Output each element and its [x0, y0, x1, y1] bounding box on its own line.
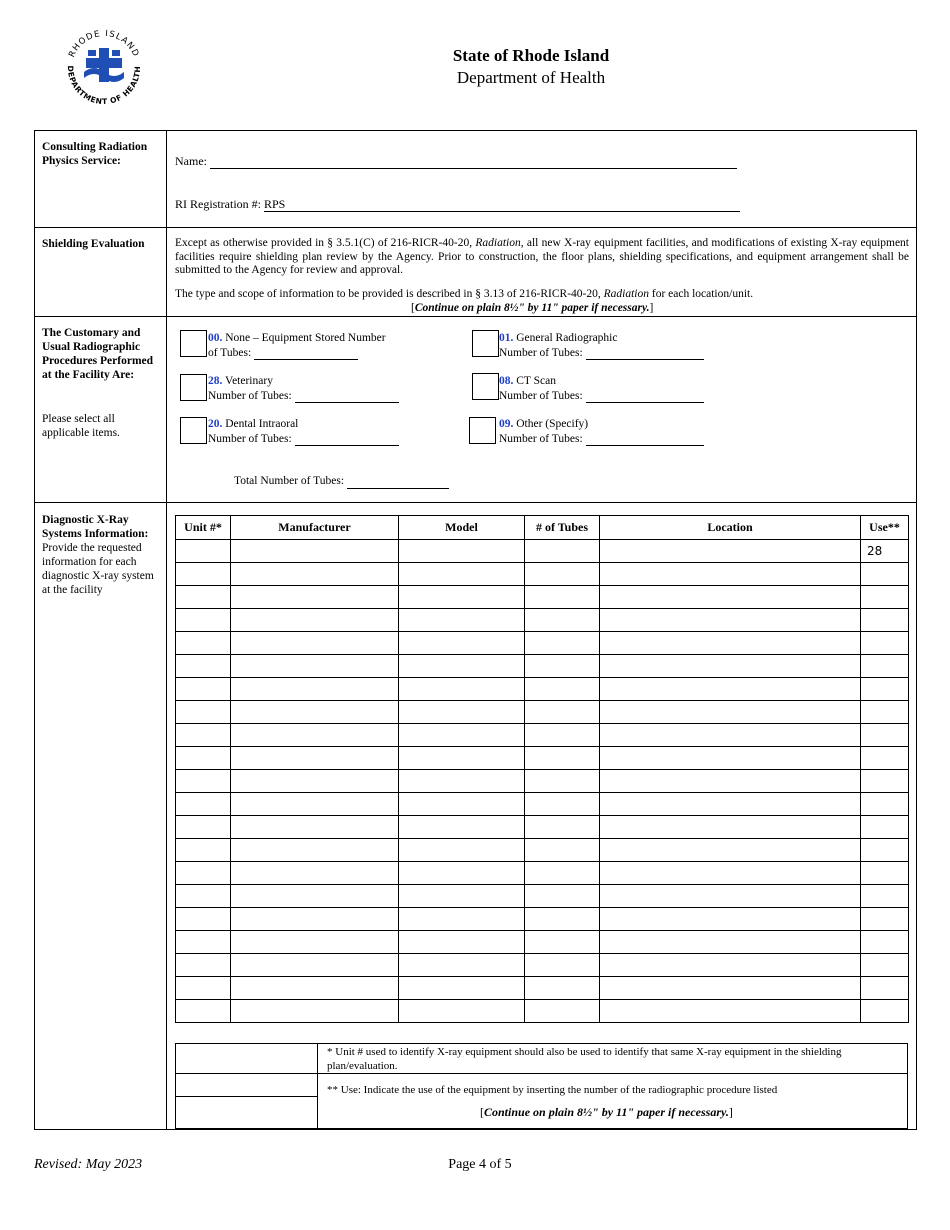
cell-tubes[interactable]: [525, 747, 600, 770]
cell-unit[interactable]: [176, 632, 231, 655]
cell-unit[interactable]: [176, 1000, 231, 1023]
cell-use[interactable]: [861, 793, 909, 816]
table-row: [176, 885, 909, 908]
table-row: [176, 839, 909, 862]
cell-model[interactable]: [399, 862, 525, 885]
cell-unit[interactable]: [176, 954, 231, 977]
col-header-use: Use**: [861, 516, 909, 540]
registration-input[interactable]: [264, 197, 740, 212]
cell-unit[interactable]: [176, 747, 231, 770]
cell-model[interactable]: [399, 816, 525, 839]
table-row: [176, 816, 909, 839]
cell-use[interactable]: [861, 839, 909, 862]
ri-department-of-health-seal: [58, 22, 150, 114]
option-other: 09. Other (Specify) Number of Tubes:: [499, 417, 704, 446]
cell-unit[interactable]: [176, 862, 231, 885]
row-divider: [34, 316, 917, 317]
cell-manufacturer[interactable]: [231, 1000, 399, 1023]
cell-manufacturer[interactable]: [231, 747, 399, 770]
cell-model[interactable]: [399, 678, 525, 701]
table-row: [176, 540, 909, 563]
option-general-radiographic: 01. General Radiographic Number of Tubes:: [499, 331, 704, 360]
cell-tubes[interactable]: [525, 540, 600, 563]
option-dental-intraoral: 20. Dental Intraoral Number of Tubes:: [208, 417, 399, 446]
cell-use[interactable]: [861, 954, 909, 977]
table-row: [176, 655, 909, 678]
cell-model[interactable]: [399, 563, 525, 586]
registration-label: RI Registration #:: [175, 197, 261, 211]
cell-use[interactable]: [861, 563, 909, 586]
col-header-tubes: # of Tubes: [525, 516, 600, 540]
cell-model[interactable]: [399, 609, 525, 632]
cell-location[interactable]: [600, 724, 861, 747]
cell-model[interactable]: [399, 793, 525, 816]
cell-manufacturer[interactable]: [231, 701, 399, 724]
total-tubes-label: Total Number of Tubes:: [234, 475, 345, 487]
checkbox-ct-scan[interactable]: [472, 373, 499, 400]
tubes-input-veterinary[interactable]: [295, 390, 399, 403]
cell-use[interactable]: [861, 747, 909, 770]
table-row: [176, 1000, 909, 1023]
cell-location[interactable]: [600, 632, 861, 655]
table-row: [176, 724, 909, 747]
page-number: Page 4 of 5: [448, 1157, 512, 1172]
table-row: [176, 586, 909, 609]
cell-manufacturer[interactable]: [231, 770, 399, 793]
cell-manufacturer[interactable]: [231, 655, 399, 678]
cell-tubes[interactable]: [525, 701, 600, 724]
cell-tubes[interactable]: [525, 1000, 600, 1023]
cell-manufacturer[interactable]: [231, 885, 399, 908]
cell-manufacturer[interactable]: [231, 977, 399, 1000]
cell-use[interactable]: [861, 655, 909, 678]
cell-model[interactable]: [399, 977, 525, 1000]
checkbox-other[interactable]: [469, 417, 496, 444]
cell-use[interactable]: [861, 632, 909, 655]
cell-unit[interactable]: [176, 885, 231, 908]
svg-text:DEPARTMENT OF HEALTH: DEPARTMENT OF HEALTH: [65, 65, 143, 107]
cell-location[interactable]: [600, 586, 861, 609]
cell-tubes[interactable]: [525, 908, 600, 931]
cell-location[interactable]: [600, 885, 861, 908]
cell-location[interactable]: [600, 655, 861, 678]
cell-unit[interactable]: [176, 816, 231, 839]
total-tubes-field: [234, 474, 449, 489]
cell-location[interactable]: [600, 1000, 861, 1023]
registration-field: [175, 197, 740, 212]
cell-manufacturer[interactable]: [231, 839, 399, 862]
checkbox-dental-intraoral[interactable]: [180, 417, 207, 444]
cell-unit[interactable]: [176, 586, 231, 609]
procedures-label: The Customary and Usual Radiographic Procedures Performed at the Facility Are:: [42, 327, 154, 381]
cell-manufacturer[interactable]: [231, 724, 399, 747]
cell-use[interactable]: [861, 862, 909, 885]
cell-model[interactable]: [399, 839, 525, 862]
table-row: [176, 770, 909, 793]
col-header-location: Location: [600, 516, 861, 540]
cell-manufacturer[interactable]: [231, 609, 399, 632]
cell-unit[interactable]: [176, 931, 231, 954]
use-note: ** Use: Indicate the use of the equipment by inserting the number of the radiographic procedure listed: [327, 1084, 778, 1096]
cell-tubes[interactable]: [525, 816, 600, 839]
cell-manufacturer[interactable]: [231, 816, 399, 839]
table-row: [176, 678, 909, 701]
table-row: [176, 747, 909, 770]
shielding-paragraph: Except as otherwise provided in § 3.5.1(C) of 216-RICR-40-20, Radiation, all new X-ray equipment facilities, and modifications of existing X-ray equipment facilities require shielding plan review by the Agency. Prior to construction, the floor plans, shielding specifications, and equipment arrangement shall be submitted to the Agency for review and approval.: [175, 237, 910, 276]
procedures-instruction: Please select all applicable items.: [42, 413, 120, 439]
cell-use[interactable]: [861, 885, 909, 908]
cell-model[interactable]: [399, 747, 525, 770]
col-header-unit: Unit #*: [176, 516, 231, 540]
cell-tubes[interactable]: [525, 839, 600, 862]
shielding-continue-note: [Continue on plain 8½" by 11" paper if necessary.]: [411, 302, 654, 314]
checkbox-none[interactable]: [180, 330, 207, 357]
col-header-manufacturer: Manufacturer: [231, 516, 399, 540]
cell-model[interactable]: [399, 540, 525, 563]
cell-location[interactable]: [600, 563, 861, 586]
name-input[interactable]: [210, 154, 737, 169]
tubes-input-ct[interactable]: [586, 390, 704, 403]
cell-location[interactable]: [600, 931, 861, 954]
cell-manufacturer[interactable]: [231, 954, 399, 977]
consulting-label: Consulting Radiation Physics Service:: [42, 141, 148, 167]
col-header-model: Model: [399, 516, 525, 540]
cell-use[interactable]: [861, 816, 909, 839]
table-row: [176, 793, 909, 816]
cell-use[interactable]: [861, 609, 909, 632]
cell-manufacturer[interactable]: [231, 563, 399, 586]
cell-model[interactable]: [399, 770, 525, 793]
cell-use[interactable]: 28: [861, 540, 909, 563]
cell-tubes[interactable]: [525, 793, 600, 816]
cell-manufacturer[interactable]: [231, 862, 399, 885]
cell-model[interactable]: [399, 954, 525, 977]
cell-unit[interactable]: [176, 793, 231, 816]
cell-model[interactable]: [399, 701, 525, 724]
cell-manufacturer[interactable]: [231, 931, 399, 954]
option-none: 00. None – Equipment Stored Number of Tubes:: [208, 332, 386, 359]
cell-location[interactable]: [600, 770, 861, 793]
name-label: Name:: [175, 154, 207, 168]
cell-location[interactable]: [600, 977, 861, 1000]
cell-location[interactable]: [600, 862, 861, 885]
svg-text:RHODE ISLAND: RHODE ISLAND: [67, 28, 141, 60]
cell-tubes[interactable]: [525, 931, 600, 954]
cell-manufacturer[interactable]: [231, 793, 399, 816]
cell-model[interactable]: [399, 632, 525, 655]
page-title: State of Rhode Island: [452, 46, 610, 65]
notes-blank-cell: [175, 1096, 318, 1129]
cell-tubes[interactable]: [525, 655, 600, 678]
cell-manufacturer[interactable]: [231, 586, 399, 609]
cell-location[interactable]: [600, 540, 861, 563]
cell-use[interactable]: [861, 908, 909, 931]
cell-location[interactable]: [600, 954, 861, 977]
cell-manufacturer[interactable]: [231, 678, 399, 701]
cell-manufacturer[interactable]: [231, 908, 399, 931]
cell-tubes[interactable]: [525, 977, 600, 1000]
cell-tubes[interactable]: [525, 586, 600, 609]
cell-manufacturer[interactable]: [231, 632, 399, 655]
total-tubes-input[interactable]: [347, 476, 449, 489]
cell-tubes[interactable]: [525, 632, 600, 655]
cell-unit[interactable]: [176, 977, 231, 1000]
registration-prefix: RPS: [264, 197, 286, 211]
notes-cell: [317, 1073, 908, 1129]
cell-location[interactable]: [600, 839, 861, 862]
cell-location[interactable]: [600, 701, 861, 724]
cell-use[interactable]: [861, 1000, 909, 1023]
cell-unit[interactable]: [176, 839, 231, 862]
cell-location[interactable]: [600, 747, 861, 770]
cell-unit[interactable]: [176, 609, 231, 632]
cell-use[interactable]: [861, 931, 909, 954]
cell-tubes[interactable]: [525, 724, 600, 747]
unit-number-note: * Unit # used to identify X-ray equipment should also be used to identify that same X-ray equipment in the shielding plan/evaluation.: [327, 1046, 842, 1072]
cell-use[interactable]: [861, 678, 909, 701]
table-row: [176, 954, 909, 977]
cell-location[interactable]: [600, 609, 861, 632]
cell-model[interactable]: [399, 655, 525, 678]
cell-model[interactable]: [399, 724, 525, 747]
xray-systems-table: [175, 515, 909, 1023]
checkbox-general-radiographic[interactable]: [472, 330, 499, 357]
cell-tubes[interactable]: [525, 954, 600, 977]
row-divider: [34, 502, 917, 503]
cell-unit[interactable]: [176, 770, 231, 793]
cell-location[interactable]: [600, 908, 861, 931]
table-row: [176, 701, 909, 724]
systems-continue-note: [Continue on plain 8½" by 11" paper if necessary.]: [480, 1105, 733, 1119]
cell-tubes[interactable]: [525, 563, 600, 586]
cell-unit[interactable]: [176, 908, 231, 931]
table-row: [176, 632, 909, 655]
cell-model[interactable]: [399, 1000, 525, 1023]
table-row: [176, 931, 909, 954]
cell-use[interactable]: [861, 586, 909, 609]
option-veterinary: 28. Veterinary Number of Tubes:: [208, 374, 399, 403]
cell-location[interactable]: [600, 678, 861, 701]
cell-use[interactable]: [861, 977, 909, 1000]
cell-tubes[interactable]: [525, 885, 600, 908]
tubes-input-general[interactable]: [586, 347, 704, 360]
table-row: [176, 609, 909, 632]
table-row: [176, 563, 909, 586]
option-ct-scan: 08. CT Scan Number of Tubes:: [499, 374, 704, 403]
cell-unit[interactable]: [176, 678, 231, 701]
cell-model[interactable]: [399, 586, 525, 609]
shielding-scope-paragraph: The type and scope of information to be provided is described in § 3.13 of 216-RICR-40-20, Radiation for each location/unit.: [175, 288, 754, 300]
cell-model[interactable]: [399, 885, 525, 908]
shielding-label: Shielding Evaluation: [42, 238, 145, 250]
cell-use[interactable]: [861, 724, 909, 747]
row-divider: [34, 227, 917, 228]
cell-use[interactable]: [861, 770, 909, 793]
table-row: [176, 977, 909, 1000]
page-subtitle: Department of Health: [456, 68, 606, 87]
cell-tubes[interactable]: [525, 678, 600, 701]
table-header-row: [176, 516, 909, 540]
tubes-input-dental[interactable]: [295, 433, 399, 446]
notes-blank-cell: [175, 1043, 318, 1074]
checkbox-veterinary[interactable]: [180, 374, 207, 401]
table-row: [176, 908, 909, 931]
form-column-divider: [166, 130, 167, 1130]
cell-manufacturer[interactable]: [231, 540, 399, 563]
cell-unit[interactable]: [176, 563, 231, 586]
cell-unit[interactable]: [176, 701, 231, 724]
cell-model[interactable]: [399, 931, 525, 954]
revision-date: Revised: May 2023: [34, 1157, 143, 1172]
cell-tubes[interactable]: [525, 862, 600, 885]
notes-blank-cell: [175, 1073, 318, 1097]
tubes-input-other[interactable]: [586, 433, 704, 446]
cell-use[interactable]: [861, 701, 909, 724]
tubes-input-none[interactable]: [254, 347, 358, 360]
cell-unit[interactable]: [176, 724, 231, 747]
table-row: [176, 862, 909, 885]
consultant-name-field: [175, 154, 737, 169]
cell-tubes[interactable]: [525, 609, 600, 632]
cell-location[interactable]: [600, 793, 861, 816]
cell-location[interactable]: [600, 816, 861, 839]
cell-model[interactable]: [399, 908, 525, 931]
cell-unit[interactable]: [176, 540, 231, 563]
cell-tubes[interactable]: [525, 770, 600, 793]
cell-unit[interactable]: [176, 655, 231, 678]
systems-label: Diagnostic X-Ray Systems Information: Provide the requested information for each diagnostic X-ray system at the facility: [42, 514, 154, 596]
